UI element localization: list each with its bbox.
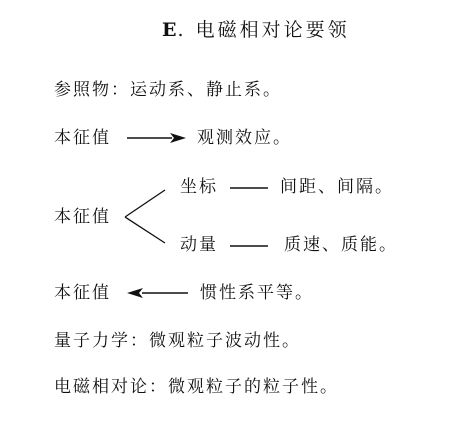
momentum-label: 动量: [180, 235, 218, 255]
inertial-frames-text: 惯性系平等。: [200, 283, 314, 303]
eigenvalue-label-3: 本征值: [54, 283, 111, 303]
coordinate-label: 坐标: [180, 177, 218, 197]
eigenvalue-label-1: 本征值: [54, 128, 111, 148]
observation-effects-text: 观测效应。: [197, 128, 292, 148]
mass-energy-text: 质速、质能。: [284, 235, 398, 255]
reference-frames-line: 参照物：运动系、静止系。: [54, 80, 282, 100]
left-arrow-icon: [127, 288, 188, 298]
eigenvalue-label-2: 本征值: [54, 207, 111, 227]
space-time-text: 间距、间隔。: [280, 177, 394, 197]
title-separator: .: [177, 19, 187, 41]
title-text: 电磁相对论要领: [195, 19, 350, 41]
quantum-mechanics-line: 量子力学：微观粒子波动性。: [54, 331, 301, 351]
em-relativity-line: 电磁相对论：微观粒子的粒子性。: [54, 377, 339, 397]
right-arrow-icon: [127, 133, 186, 143]
title-letter: E: [162, 19, 178, 41]
branch-lines: [125, 190, 165, 243]
